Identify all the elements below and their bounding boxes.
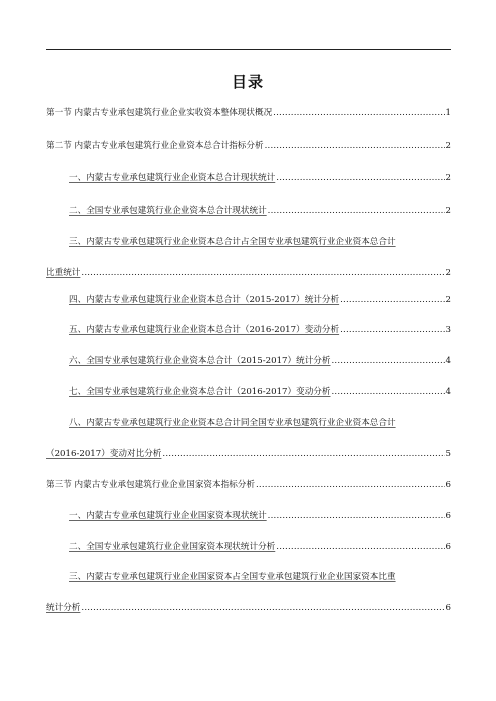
toc-page-number: 6	[445, 603, 451, 613]
toc-page-number: 3	[445, 325, 451, 335]
dot-leader	[81, 603, 444, 614]
toc-entry-text: 二、全国专业承包建筑行业企业国家资本现状统计分析	[69, 542, 276, 552]
dot-leader	[340, 325, 444, 336]
toc-entry-text: 七、全国专业承包建筑行业企业资本总合计（2016-2017）变动分析	[69, 387, 331, 397]
toc-entry-text: 第三节 内蒙古专业承包建筑行业企业国家资本指标分析	[46, 480, 255, 490]
toc-entry-3-2[interactable]	[46, 542, 451, 553]
toc-page-number: 5	[445, 449, 451, 459]
toc-entry-text: 五、内蒙古专业承包建筑行业企业资本总合计（2016-2017）变动分析	[69, 325, 340, 335]
toc-entry-text-line1: 三、内蒙古专业承包建筑行业企业国家资本占全国专业承包建筑行业企业国家资本比重	[69, 572, 396, 582]
toc-entry-section-2[interactable]	[46, 141, 451, 152]
dot-leader	[276, 173, 444, 184]
dot-leader	[340, 295, 444, 306]
toc-entry-text-line2: 统计分析	[46, 603, 81, 613]
dot-leader	[268, 511, 445, 522]
toc-entry-text: 第一节 内蒙古专业承包建筑行业企业实收资本整体现状概况	[46, 108, 273, 118]
toc-entry-text: 第二节 内蒙古专业承包建筑行业企业资本总合计指标分析	[46, 141, 264, 151]
toc-page-number: 1	[445, 108, 451, 118]
toc-page-number: 2	[445, 206, 451, 216]
toc-page-number: 4	[445, 387, 451, 397]
dot-leader	[332, 356, 445, 367]
toc-page-number: 6	[445, 480, 451, 490]
dot-leader	[81, 268, 444, 279]
dot-leader	[276, 542, 444, 553]
toc-entry-2-7[interactable]	[46, 387, 451, 398]
toc-entry-2-1[interactable]	[46, 173, 451, 184]
toc-entry-text-line1: 八、内蒙古专业承包建筑行业企业资本总合计同全国专业承包建筑行业企业资本总合计	[69, 418, 396, 428]
toc-page-number: 2	[445, 295, 451, 305]
toc-entry-text: 六、全国专业承包建筑行业企业资本总合计（2015-2017）统计分析	[69, 356, 331, 366]
toc-page-number: 4	[445, 356, 451, 366]
dot-leader	[162, 449, 444, 460]
toc-page-number: 2	[445, 173, 451, 183]
toc-entry-3-3[interactable]	[46, 572, 451, 614]
toc-entry-section-1[interactable]	[46, 108, 451, 119]
dot-leader	[332, 387, 445, 398]
toc-page-number: 6	[445, 542, 451, 552]
header-rule	[46, 49, 451, 50]
toc-entry-text-line1: 三、内蒙古专业承包建筑行业企业资本总合计占全国专业承包建筑行业企业资本总合计	[69, 237, 396, 247]
toc-entry-2-3[interactable]	[46, 237, 451, 279]
toc-title: 目录	[231, 73, 264, 91]
toc-entry-text: 四、内蒙古专业承包建筑行业企业资本总合计（2015-2017）统计分析	[69, 295, 340, 305]
dot-leader	[256, 480, 445, 491]
toc-entry-text-line2: （2016-2017）变动对比分析	[46, 449, 162, 459]
toc-entry-2-2[interactable]	[46, 206, 451, 217]
toc-page-number: 2	[445, 268, 451, 278]
toc-entry-text: 一、内蒙古专业承包建筑行业企业国家资本现状统计	[69, 511, 267, 521]
toc-entry-2-5[interactable]	[46, 325, 451, 336]
toc-entry-text: 二、全国专业承包建筑行业企业资本总合计现状统计	[69, 206, 267, 216]
toc-page-number: 6	[445, 511, 451, 521]
toc-entry-2-8[interactable]	[46, 418, 451, 460]
toc-entry-2-4[interactable]	[46, 295, 451, 306]
dot-leader	[273, 108, 444, 119]
toc-page-number: 2	[445, 141, 451, 151]
toc-entry-text: 一、内蒙古专业承包建筑行业企业资本总合计现状统计	[69, 173, 276, 183]
toc-entry-text-line2: 比重统计	[46, 268, 81, 278]
dot-leader	[268, 206, 445, 217]
toc-entry-3-1[interactable]	[46, 511, 451, 522]
toc-entry-section-3[interactable]	[46, 480, 451, 491]
toc-entry-2-6[interactable]	[46, 356, 451, 367]
dot-leader	[265, 141, 445, 152]
